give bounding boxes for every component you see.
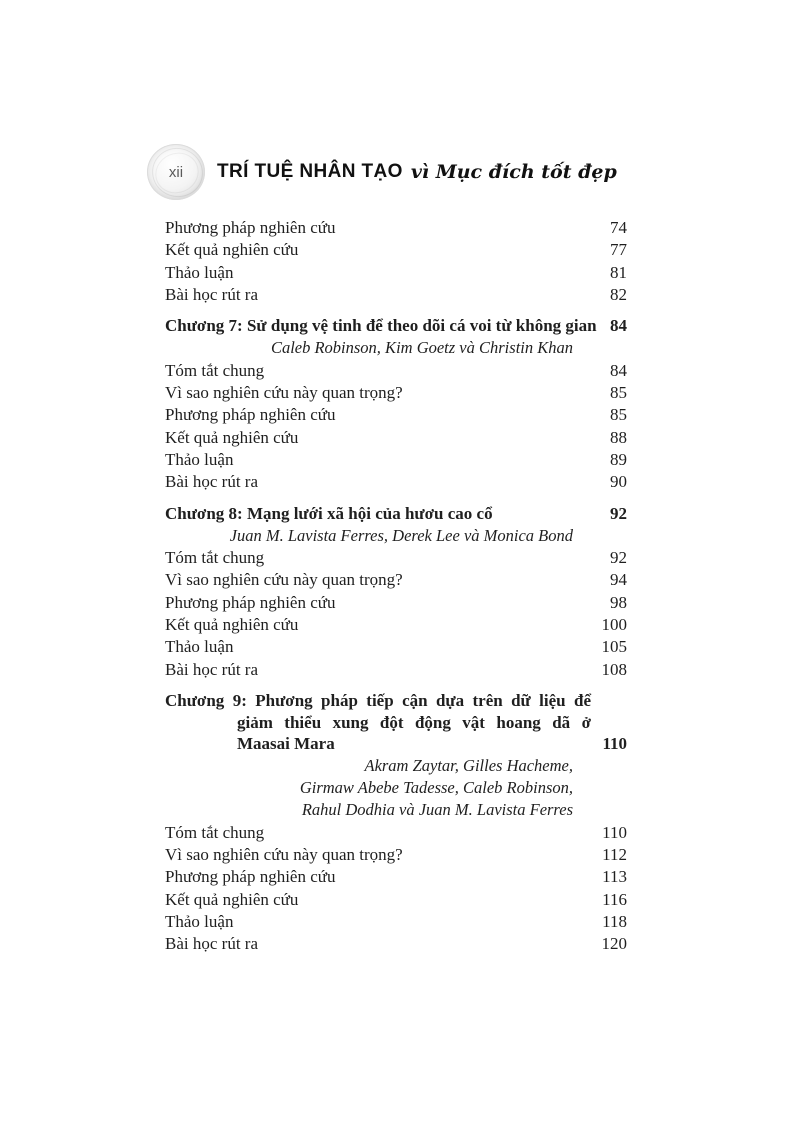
toc-entry-page: 94 [610, 570, 627, 590]
toc-entry-page: 98 [610, 592, 627, 612]
toc-entry-page: 81 [610, 262, 627, 282]
toc-entry-label: Kết quả nghiên cứu [165, 889, 299, 909]
toc-entry-page: 89 [610, 449, 627, 469]
toc-entry [165, 636, 627, 658]
toc-entry [165, 427, 627, 449]
toc-entry-label: Vì sao nghiên cứu này quan trọng? [165, 383, 403, 403]
chapter-title-label: Chương 8: Mạng lưới xã hội của hươu cao cổ [165, 503, 493, 523]
toc-entry-label: Phương pháp nghiên cứu [165, 405, 336, 425]
toc-entry-label: Tóm tắt chung [165, 548, 265, 568]
toc-entry [165, 614, 627, 636]
book-title-main: TRÍ TUỆ NHÂN TẠO [217, 161, 403, 182]
chapter-title-page: 92 [610, 503, 627, 523]
toc-entry [165, 844, 627, 866]
toc-entry-label: Phương pháp nghiên cứu [165, 592, 336, 612]
toc-entry [165, 592, 627, 614]
toc-entry-page: 118 [602, 911, 627, 931]
toc-entry-label: Thảo luận [165, 911, 234, 931]
chapter-title-page: 110 [602, 734, 627, 754]
toc-entry [165, 382, 627, 404]
toc-entry-label: Kết quả nghiên cứu [165, 615, 299, 635]
toc-entry [165, 217, 627, 239]
toc-chapter-title-line: Chương 9: Phương pháp tiếp cận dựa trên dữ liệu để [165, 690, 591, 710]
toc-entry [165, 404, 627, 426]
toc-entry-label: Bài học rút ra [165, 934, 258, 954]
chapter-authors: Juan M. Lavista Ferres, Derek Lee và Monica Bond [229, 525, 573, 545]
toc-entry [165, 569, 627, 591]
toc-chapter-title [165, 315, 627, 337]
globe-icon [147, 144, 205, 200]
toc-entry [165, 547, 627, 569]
toc-entry-label: Thảo luận [165, 262, 234, 282]
toc-entry [165, 449, 627, 471]
toc-entry-label: Bài học rút ra [165, 659, 258, 679]
toc-entry [165, 262, 627, 284]
toc-entry-page: 92 [610, 548, 627, 568]
toc-entry-page: 120 [601, 934, 627, 954]
chapter-title-page: 84 [610, 316, 627, 336]
page-number-roman: xii [168, 163, 184, 181]
chapter-authors: Caleb Robinson, Kim Goetz và Christin Khan [270, 338, 573, 358]
toc-entry [165, 659, 627, 681]
toc-entry-page: 82 [610, 284, 627, 304]
chapter-title-label: Maasai Mara [237, 734, 335, 754]
toc-entry-page: 110 [602, 822, 627, 842]
toc-entry-label: Vì sao nghiên cứu này quan trọng? [165, 570, 403, 590]
toc-entry-label: Bài học rút ra [165, 284, 258, 304]
toc-entry-page: 113 [602, 867, 627, 887]
toc-entry-label: Bài học rút ra [165, 472, 258, 492]
chapter-authors-line: Girmaw Abebe Tadesse, Caleb Robinson, [299, 778, 573, 798]
toc-entry-label: Thảo luận [165, 637, 234, 657]
toc-entry [165, 360, 627, 382]
toc-entry-page: 90 [610, 472, 627, 492]
book-title-subtitle: vì Mục đích tốt đẹp [410, 161, 617, 183]
toc-entry [165, 866, 627, 888]
chapter-authors-line: Akram Zaytar, Gilles Hacheme, [364, 755, 573, 775]
toc-entry [165, 471, 627, 493]
toc-entry-page: 85 [610, 383, 627, 403]
toc-entry-page: 88 [610, 427, 627, 447]
toc-entry-label: Phương pháp nghiên cứu [165, 867, 336, 887]
toc-entry-page: 100 [601, 615, 627, 635]
toc-chapter-title-line [165, 733, 627, 755]
toc-chapter-title [165, 503, 627, 525]
toc-entry-label: Thảo luận [165, 449, 234, 469]
toc-entry [165, 284, 627, 306]
toc-entry [165, 239, 627, 261]
toc-entry-page: 105 [601, 637, 627, 657]
toc-entry-label: Vì sao nghiên cứu này quan trọng? [165, 844, 403, 864]
toc-entry-label: Tóm tắt chung [165, 822, 265, 842]
toc-entry-label: Kết quả nghiên cứu [165, 240, 299, 260]
toc-entry-page: 108 [601, 659, 627, 679]
toc-entry-label: Phương pháp nghiên cứu [165, 218, 336, 237]
toc-entry [165, 822, 627, 844]
toc-entry-page: 84 [610, 360, 627, 380]
toc-entry [165, 933, 627, 955]
toc-entry-page: 85 [610, 405, 627, 425]
toc-entry [165, 911, 627, 933]
chapter-authors-line: Rahul Dodhia và Juan M. Lavista Ferres [301, 800, 573, 820]
toc-entry-page: 77 [610, 240, 627, 260]
toc-entry [165, 889, 627, 911]
toc-entry-page: 112 [602, 844, 627, 864]
toc-entry-label: Tóm tắt chung [165, 360, 265, 380]
toc-entry-page: 74 [610, 218, 627, 237]
toc-entry-label: Kết quả nghiên cứu [165, 427, 299, 447]
toc-chapter-title-line: giảm thiểu xung đột động vật hoang dã ở [237, 712, 591, 732]
table-of-contents [165, 217, 627, 955]
chapter-title-label: Chương 7: Sử dụng vệ tinh để theo dõi cá voi từ không gian [165, 316, 597, 336]
page-header [147, 144, 617, 200]
toc-entry-page: 116 [602, 889, 627, 909]
